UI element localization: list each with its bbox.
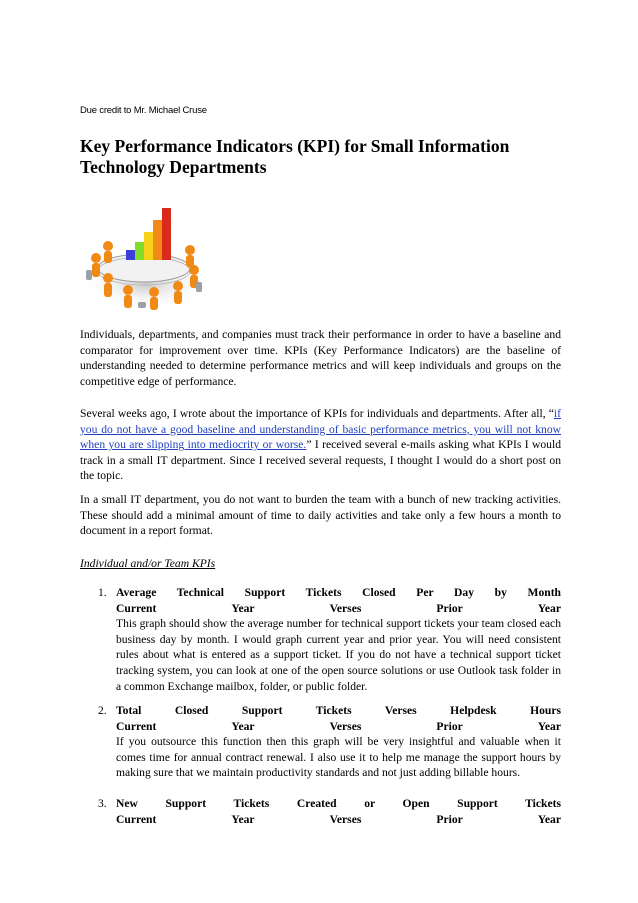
list-item-description: This graph should show the average number for technical support tickets your team closed each business day by month. I would graph current year and prior year. You will need consistent rules about what is entered as a support ticket. If you do not have a technical support ticket tracking system, you can look at one of the open source solutions or use Outlook task folder in a common Exchange mailbox, folder, or public folder. xyxy=(116,617,561,693)
list-item xyxy=(80,703,561,781)
subtitle-word: Verses xyxy=(329,719,362,733)
small-it-paragraph: In a small IT department, you do not want to burden the team with a bunch of new tracking activities. These should add a minimal amount of time to daily activities and take only a few hours a month to document in a report format. xyxy=(80,493,561,538)
subtitle-word: Year xyxy=(537,719,561,733)
list-item xyxy=(80,585,561,694)
subtitle-word: Current xyxy=(116,601,157,615)
subtitle-word: Current xyxy=(116,812,157,826)
paragraph-text: ” I received several e-mails asking what KPIs I would track in a small IT department. Since I received several requests, I thought I would do a short post on the topic. xyxy=(80,438,561,483)
section-heading: Individual and/or Team KPIs xyxy=(80,557,216,570)
kpi-importance-paragraph xyxy=(80,406,561,484)
list-number: 2. xyxy=(98,704,107,717)
subtitle-word: Year xyxy=(231,601,255,615)
team-chart-illustration xyxy=(78,204,214,312)
list-item-subtitle xyxy=(116,601,561,617)
subtitle-word: Verses xyxy=(329,601,362,615)
list-item-description: If you outsource this function then this graph will be very insightful and valuable when it comes time for annual contract renewal. I also use it to help me manage the support hours by making sure that we maintain productivity standards and not just adding billable hours. xyxy=(116,735,561,780)
subtitle-word: Current xyxy=(116,719,157,733)
subtitle-word: Prior xyxy=(436,719,463,733)
subtitle-word: Verses xyxy=(329,812,362,826)
list-item-title: Total Closed Support Tickets Verses Helpdesk Hours xyxy=(116,704,561,717)
intro-paragraph: Individuals, departments, and companies must track their performance in order to have a baseline and comparator for improvement over time. KPIs (Key Performance Indicators) are the baseline of understanding needed to determine performance metrics and will keep individuals and groups on the competitive edge of performance. xyxy=(80,328,561,388)
list-item-subtitle xyxy=(116,812,561,828)
subtitle-word: Prior xyxy=(436,812,463,826)
credit-line: Due credit to Mr. Michael Cruse xyxy=(80,105,207,116)
subtitle-word: Prior xyxy=(436,601,463,615)
previous-post-link[interactable]: if you do not have a good baseline and understanding of basic performance metrics, you will not know when you are slipping into mediocrity or worse. xyxy=(80,407,561,452)
list-item-title: New Support Tickets Created or Open Support Tickets xyxy=(116,797,561,810)
list-item-title: Average Technical Support Tickets Closed Per Day by Month xyxy=(116,586,561,599)
list-item xyxy=(80,796,561,827)
subtitle-word: Year xyxy=(537,812,561,826)
subtitle-word: Year xyxy=(231,812,255,826)
subtitle-word: Year xyxy=(537,601,561,615)
list-item-subtitle xyxy=(116,719,561,735)
paragraph-text: Several weeks ago, I wrote about the importance of KPIs for individuals and departments. After all, “ xyxy=(80,407,554,420)
list-number: 3. xyxy=(98,797,107,810)
page-title: Key Performance Indicators (KPI) for Small Information Technology Departments xyxy=(80,136,510,177)
list-number: 1. xyxy=(98,586,107,599)
subtitle-word: Year xyxy=(231,719,255,733)
